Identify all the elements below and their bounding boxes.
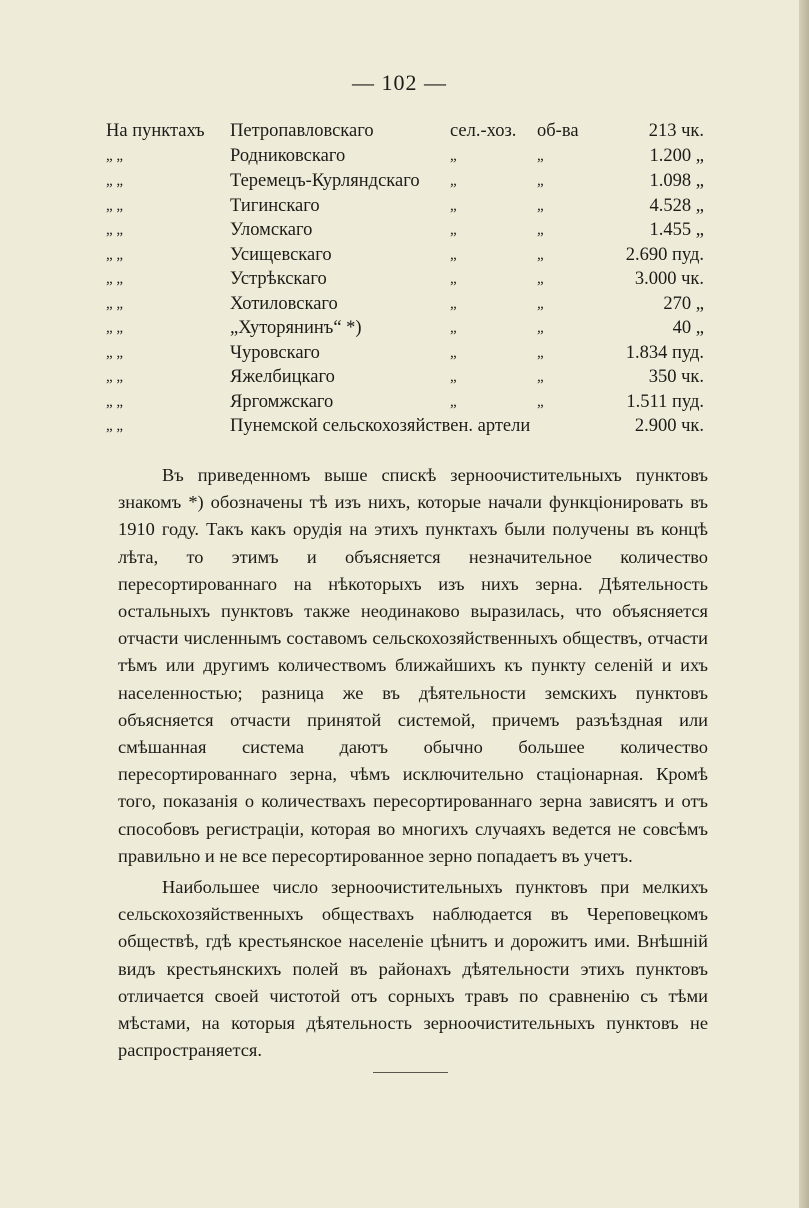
quantity: 40 „ — [672, 318, 704, 338]
quantity: 4.528 „ — [649, 196, 704, 216]
table-row — [0, 365, 799, 389]
table-row — [0, 341, 799, 365]
point-name: Усищевскаго — [230, 245, 332, 265]
point-name: Устрѣкскаго — [230, 269, 327, 289]
org-type: „ — [450, 173, 457, 189]
quantity: 3.000 чк. — [634, 269, 704, 289]
point-name: Тигинскаго — [230, 196, 320, 216]
point-name: Теремецъ-Курляндскаго — [230, 171, 420, 191]
table-row — [0, 316, 799, 340]
quantity: 270 „ — [663, 294, 704, 314]
table-row — [0, 243, 799, 267]
point-name: Пунемской сельскохозяйствен. артели — [230, 416, 531, 436]
org-kind: „ — [537, 394, 544, 410]
row-prefix: „ „ — [106, 369, 124, 385]
org-type: „ — [450, 345, 457, 361]
point-name: Хотиловскаго — [230, 294, 338, 314]
table-row — [0, 119, 799, 143]
section-divider — [373, 1072, 448, 1073]
quantity: 1.098 „ — [649, 171, 704, 191]
table-row — [0, 194, 799, 218]
row-prefix: „ „ — [106, 173, 124, 189]
org-type: „ — [450, 296, 457, 312]
org-type: „ — [450, 222, 457, 238]
page-number: — 102 — — [352, 70, 447, 95]
point-name: Петропавловскаго — [230, 121, 374, 141]
point-name: Чуровскаго — [230, 343, 320, 363]
body-paragraph: Наибольшее число зерноочистительныхъ пунктовъ при мелкихъ сельскохозяйственныхъ обществахъ наблюдается въ Череповецкомъ обществѣ, гдѣ крестьянское населеніе цѣнитъ и дорожитъ ими. Внѣшній видъ крестьянскихъ полей въ районахъ дѣятельности этихъ пунктовъ отличается своей чистотой отъ сорныхъ травъ по сравненію съ тѣми мѣстами, на которыя дѣятельность зерноочистительныхъ пунктовъ не распространяется. — [118, 877, 708, 1061]
table-row — [0, 292, 799, 316]
row-prefix: „ „ — [106, 198, 124, 214]
org-kind: „ — [537, 247, 544, 263]
org-kind: „ — [537, 345, 544, 361]
row-prefix: На пунктахъ — [106, 121, 205, 141]
table-row — [0, 169, 799, 193]
org-kind: „ — [537, 148, 544, 164]
table-row — [0, 414, 799, 438]
row-prefix: „ „ — [106, 345, 124, 361]
row-prefix: „ „ — [106, 148, 124, 164]
quantity: 2.690 пуд. — [625, 245, 704, 265]
org-kind: „ — [537, 173, 544, 189]
table-row — [0, 390, 799, 414]
quantity: 1.200 „ — [649, 146, 704, 166]
quantity: 350 чк. — [648, 367, 704, 387]
org-kind: „ — [537, 369, 544, 385]
quantity: 1.511 пуд. — [626, 392, 704, 412]
org-type: „ — [450, 148, 457, 164]
org-type: „ — [450, 271, 457, 287]
quantity: 2.900 чк. — [634, 416, 704, 436]
org-type: „ — [450, 394, 457, 410]
org-type: „ — [450, 320, 457, 336]
org-type: „ — [450, 247, 457, 263]
row-prefix: „ „ — [106, 394, 124, 410]
table-row — [0, 267, 799, 291]
org-kind: об-ва — [537, 121, 579, 141]
row-prefix: „ „ — [106, 222, 124, 238]
row-prefix: „ „ — [106, 320, 124, 336]
org-kind: „ — [537, 198, 544, 214]
row-prefix: „ „ — [106, 271, 124, 287]
quantity: 1.455 „ — [649, 220, 704, 240]
org-type: „ — [450, 198, 457, 214]
page-edge — [799, 0, 809, 1208]
org-kind: „ — [537, 271, 544, 287]
row-prefix: „ „ — [106, 418, 124, 434]
point-name: Уломскаго — [230, 220, 313, 240]
table-row — [0, 144, 799, 168]
body-paragraph: Въ приведенномъ выше спискѣ зерноочистительныхъ пунктовъ знакомъ *) обозначены тѣ изъ нихъ, которые начали функціонировать въ 1910 году. Такъ какъ орудія на этихъ пунктахъ были получены въ концѣ лѣта, то этимъ и объясняется незначительное количество пересортированнаго на нѣкоторыхъ изъ нихъ зерна. Дѣятельность остальныхъ пунктовъ также неодинаково выразилась, что объясняется отчасти численнымъ составомъ сельскохозяйственныхъ обществъ, отчасти тѣмъ или другимъ количествомъ ближайшихъ къ пункту селеній и ихъ населенностью; разница же въ дѣятельности земскихъ пунктовъ объясняется отчасти принятой системой, причемъ разъѣздная или смѣшанная система даютъ обычно большее количество пересортированнаго зерна, чѣмъ исключительно стаціонарная. Кромѣ того, показанія о количествахъ пересортированнаго зерна зависятъ и отъ способовъ регистраціи, которая во многихъ случаяхъ ведется не совсѣмъ правильно и не все пересортированное зерно попадаетъ въ учетъ. — [118, 465, 708, 866]
org-kind: „ — [537, 222, 544, 238]
org-type: сел.-хоз. — [450, 121, 517, 141]
point-name: Яргомжскаго — [230, 392, 334, 412]
point-name: Родниковскаго — [230, 146, 346, 166]
table-row — [0, 218, 799, 242]
org-type: „ — [450, 369, 457, 385]
row-prefix: „ „ — [106, 296, 124, 312]
point-name: „Хуторянинъ“ *) — [230, 318, 362, 338]
row-prefix: „ „ — [106, 247, 124, 263]
quantity: 213 чк. — [648, 121, 704, 141]
org-kind: „ — [537, 320, 544, 336]
point-name: Яжелбицкаго — [230, 367, 335, 387]
org-kind: „ — [537, 296, 544, 312]
quantity: 1.834 пуд. — [625, 343, 704, 363]
